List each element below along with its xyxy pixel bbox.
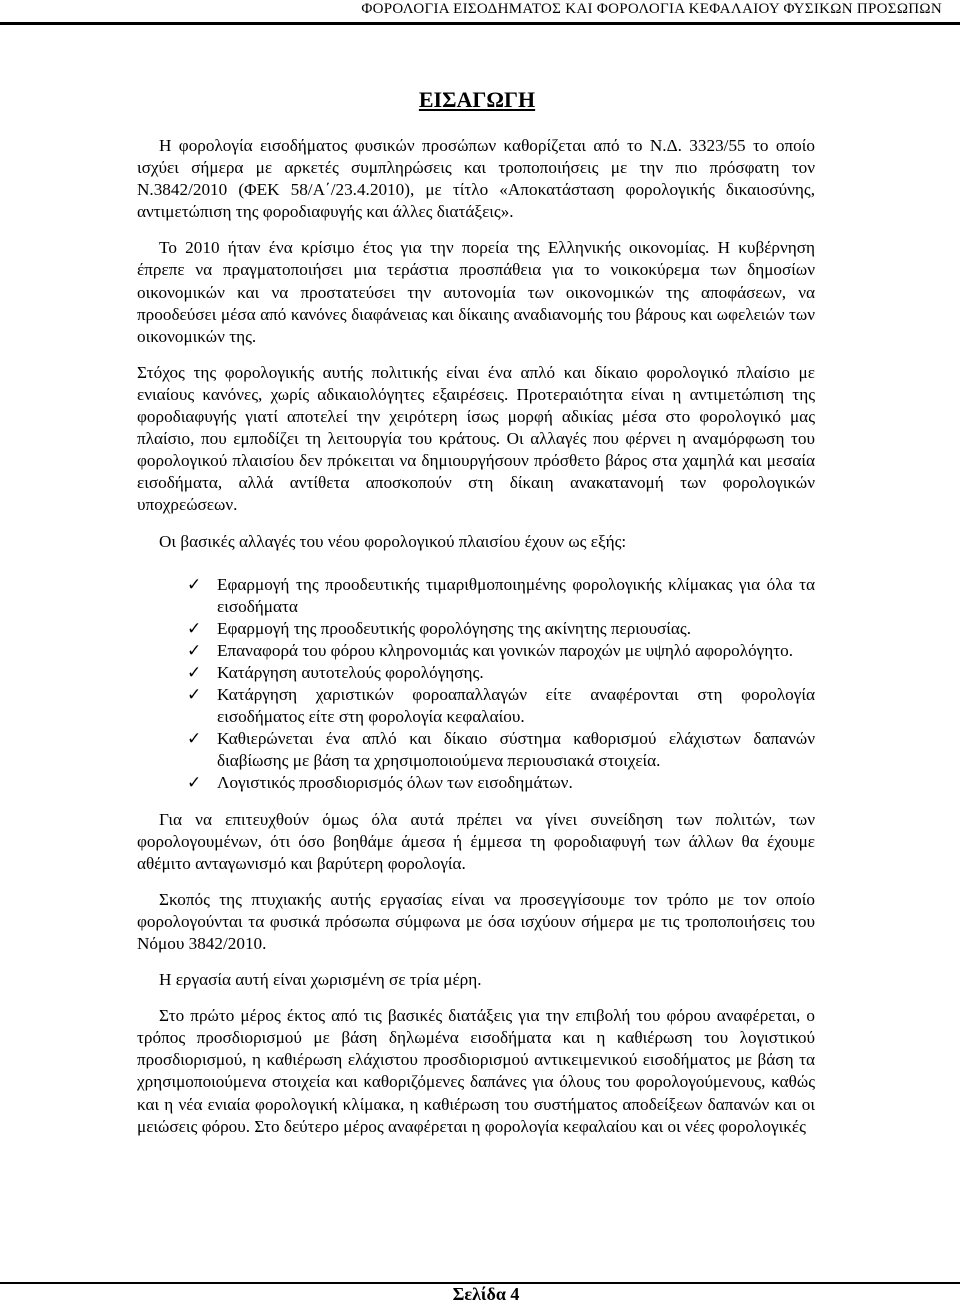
check-mark-icon: ✓ — [187, 773, 202, 794]
list-item — [137, 728, 815, 772]
paragraph-three-parts: Η εργασία αυτή είναι χωρισμένη σε τρία μέρη. — [159, 970, 482, 990]
list-item — [137, 662, 815, 684]
list-item — [137, 772, 815, 794]
check-mark-icon: ✓ — [187, 685, 202, 706]
check-mark-icon: ✓ — [187, 574, 202, 595]
paragraph-thesis-purpose: Σκοπός της πτυχιακής αυτής εργασίας είναι να προσεγγίσουμε τον τρόπο με τον οποίο φορολογούνται τα φυσικά πρόσωπα σύμφωνα με όσα ισχύουν σήμερα με τις τροποποιήσεις του Νόμου 3842/2010. — [137, 889, 815, 953]
header-divider — [0, 22, 960, 25]
list-item-text: Λογιστικός προσδιορισμός όλων των εισοδημάτων. — [217, 773, 573, 793]
running-header-title: ΦΟΡΟΛΟΓΙΑ ΕΙΣΟΔΗΜΑΤΟΣ ΚΑΙ ΦΟΡΟΛΟΓΙΑ ΚΕΦΑΛΑΙΟΥ ΦΥΣΙΚΩΝ ΠΡΟΣΩΠΩΝ — [361, 1, 942, 17]
changes-list — [137, 574, 815, 795]
list-item — [137, 684, 815, 728]
list-item-text: Κατάργηση αυτοτελούς φορολόγησης. — [217, 662, 484, 682]
check-mark-icon: ✓ — [187, 729, 202, 750]
running-header — [0, 0, 960, 22]
list-item-text: Εφαρμογή της προοδευτικής τιμαριθμοποιημένης φορολογικής κλίμακας για όλα τα εισοδήματα — [217, 574, 815, 616]
changes-intro: Οι βασικές αλλαγές του νέου φορολογικού πλαισίου έχουν ως εξής: — [159, 531, 627, 551]
paragraph-tax-law: Η φορολογία εισοδήματος φυσικών προσώπων καθορίζεται από το Ν.Δ. 3323/55 το οποίο ισχύει σήμερα με αρκετές συμπληρώσεις και τροποποιήσεις με την πιο πρόσφατη τον Ν.3842/2010 (ΦΕΚ 58/Α΄/23.4.2010), με τίτλο «Αποκατάσταση φορολογικής δικαιοσύνης, αντιμετώπιση της φοροδιαφυγής και άλλες διατάξεις». — [137, 136, 815, 222]
check-mark-icon: ✓ — [187, 640, 202, 661]
check-mark-icon: ✓ — [187, 618, 202, 639]
paragraph-policy-goal: Στόχος της φορολογικής αυτής πολιτικής είναι ένα απλό και δίκαιο φορολογικό πλαίσιο με ενιαίους κανόνες, χωρίς αδικαιολόγητες εξαιρέσεις. Προτεραιότητα είναι η αντιμετώπιση της φοροδιαφυγής γιατί αποτελεί την χειρότερη ίσως μορφή αδικίας μέσα στο φορολογικό μας πλαίσιο, που εμποδίζει τη λειτουργία του κράτους. Οι αλλαγές που φέρνει η αναμόρφωση του φορολογικού πλαισίου δεν πρόκειται να δημιουργήσουν πρόσθετο βάρος στα χαμηλά και μεσαία εισοδήματα, αλλά αντίθετα αποσκοπούν στη δίκαιη ανακατανομή των φορολογικών υποχρεώσεων. — [137, 362, 815, 515]
section-title: ΕΙΣΑΓΩΓΗ — [418, 87, 536, 112]
check-mark-icon: ✓ — [187, 662, 202, 683]
paragraph-first-part: Στο πρώτο μέρος έκτος από τις βασικές διατάξεις για την επιβολή του φόρου αναφέρεται, ο τρόπος προσδιορισμού με βάση δηλωμένα εισοδήματα και η καθιέρωση του λογιστικού προσδιορισμού, η καθιέρωση ελάχιστου προσδιορισμού αντικειμενικού εισοδήματος με βάση τα χρησιμοποιούμενα στοιχεία και καθοριζόμενες δαπάνες για όλους του φορολογούμενους, καθώς και η νέα ενιαία φορολογική κλίμακα, η καθιέρωση του συστήματος αποδείξεων δαπανών και οι μειώσεις φόρου. Στο δεύτερο μέρος αναφέρεται η φορολογία κεφαλαίου και οι νέες φορολογικές — [137, 1006, 815, 1136]
page-number: Σελίδα 4 — [452, 1284, 520, 1304]
list-item-text: Καθιερώνεται ένα απλό και δίκαιο σύστημα καθορισμού ελάχιστων δαπανών διαβίωσης με βάση τα χρησιμοποιούμενα περιουσιακά στοιχεία. — [217, 729, 815, 771]
list-item-text: Εφαρμογή της προοδευτικής φορολόγησης της ακίνητης περιουσίας. — [217, 618, 692, 638]
list-item-text: Επαναφορά του φόρου κληρονομιάς και γονικών παροχών με υψηλό αφορολόγητο. — [217, 640, 794, 660]
list-item — [137, 574, 815, 618]
list-item-text: Κατάργηση χαριστικών φοροαπαλλαγών είτε αναφέρονται στη φορολογία εισοδήματος είτε στη φορολογία κεφαλαίου. — [217, 685, 815, 727]
page-body — [137, 86, 815, 1138]
paragraph-civic-awareness: Για να επιτευχθούν όμως όλα αυτά πρέπει να γίνει συνείδηση των πολιτών, των φορολογουμένων, ότι όσο βοηθάμε άμεσα ή έμμεσα τη φοροδιαφυγή των άλλων θα έχουμε αθέμιτο ανταγωνισμό και βαρύτερη φορολογία. — [137, 809, 815, 873]
paragraph-2010-crisis: Το 2010 ήταν ένα κρίσιμο έτος για την πορεία της Ελληνικής οικονομίας. Η κυβέρνηση έπρεπε να πραγματοποιήσει μια τεράστια προσπάθεια για το νοικοκύρεμα των δημοσίων οικονομικών και να προστατεύσει την αυτονομία των οικονομικών της αποφάσεων, να προοδεύσει μέσα από κανόνες διαφάνειας και δίκαιης αναδιανομής του βάρους και ωφελειών των οικονομικών της. — [137, 238, 815, 346]
list-item — [137, 640, 815, 662]
list-item — [137, 618, 815, 640]
